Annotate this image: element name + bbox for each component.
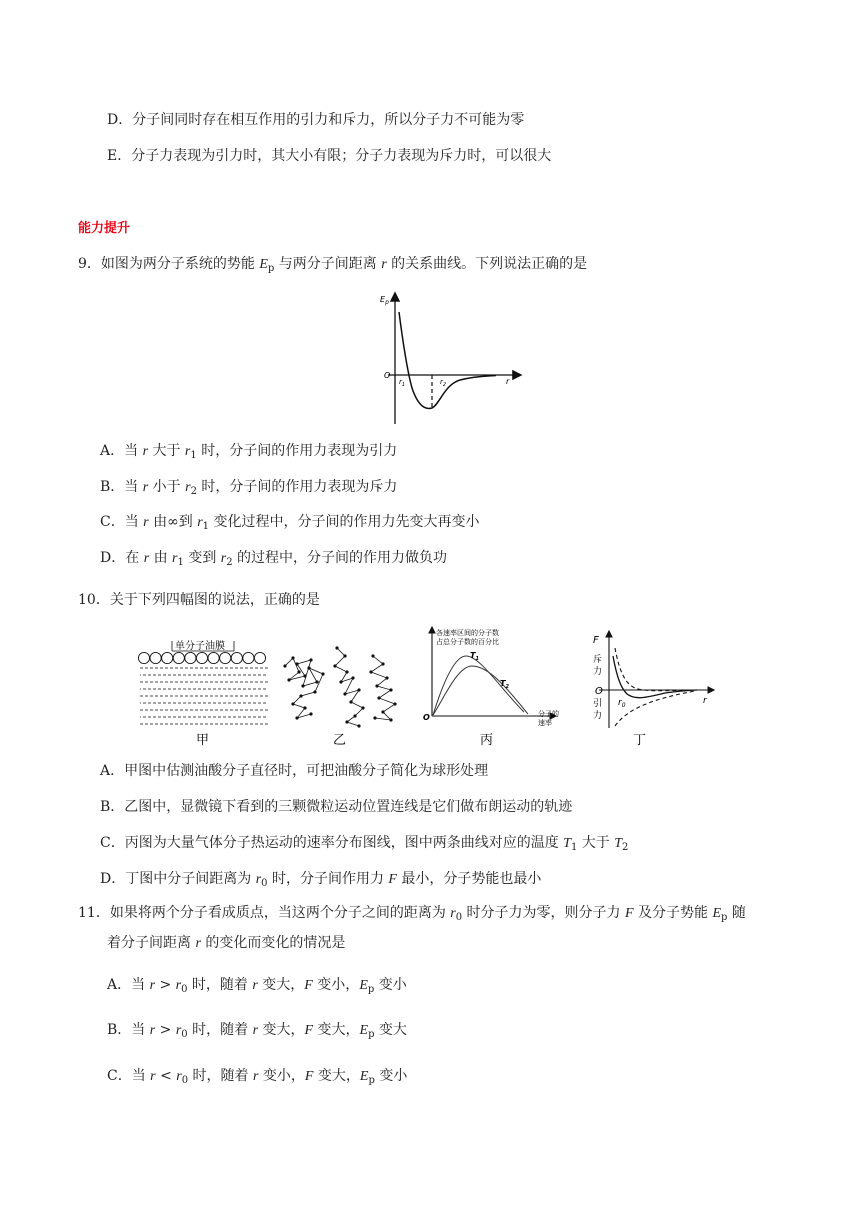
q10-option-a: A．甲图中估测油酸分子直径时，可把油酸分子简化为球形处理 [100, 763, 489, 779]
caption-yi: 乙 [333, 733, 347, 748]
q9-r2-label: $r_2$ [440, 378, 447, 388]
ding-attraction-2: 力 [593, 711, 603, 721]
brownian-position-dot [299, 694, 302, 697]
water-lines [140, 668, 268, 724]
ding-r0-label: $r_0$ [618, 698, 626, 709]
oil-molecule [150, 652, 161, 663]
brownian-position-dot [345, 670, 348, 673]
ding-f-label: F [593, 635, 599, 646]
brownian-position-dot [377, 696, 380, 699]
oil-molecule [243, 652, 254, 663]
q11-stem-line2: 着分子间距离 r 的变化而变化的情况是 [107, 935, 346, 951]
ding-x-label: r [703, 696, 707, 706]
bing-xlabel-1: 分子的 [538, 710, 559, 718]
brownian-position-dot [361, 706, 364, 709]
brownian-position-dot [393, 702, 396, 705]
q11-option-b: B．当 $r > r_0$ 时，随着 r 变大，F 变大，$E_p$ 变大 [107, 1022, 407, 1040]
q8-option-e: E．分子力表现为引力时，其大小有限；分子力表现为斥力时，可以很大 [107, 148, 552, 164]
ding-repulsion-curve [615, 648, 695, 691]
ding-attraction-curve [615, 691, 695, 726]
brownian-position-dot [295, 662, 298, 665]
oil-molecule [208, 652, 219, 663]
brownian-position-dot [303, 674, 306, 677]
q10-fig-yi [275, 638, 405, 748]
bing-curve-t1 [433, 656, 524, 715]
q11-option-a: A．当 $r > r_0$ 时，随着 r 变大，F 变小，$E_p$ 变小 [107, 977, 407, 995]
oil-molecule [162, 652, 173, 663]
q9-option-b: B．当 r 小于 $r_2$ 时，分子间的作用力表现为斥力 [100, 479, 398, 497]
ding-origin: O [595, 686, 603, 697]
brownian-position-dot [301, 684, 304, 687]
q10-fig-bing [420, 626, 570, 748]
brownian-position-dot [349, 700, 352, 703]
q10-option-b: B．乙图中，显微镜下看到的三颗微粒运动位置连线是它们做布朗运动的轨迹 [100, 799, 573, 815]
caption-bing: 丙 [480, 733, 494, 748]
q11-option-c: C．当 $r < r_0$ 时，随着 r 变小，F 变大，$E_p$ 变小 [107, 1068, 408, 1086]
brownian-position-dot [291, 702, 294, 705]
brownian-position-dot [357, 724, 360, 727]
brownian-position-dot [357, 688, 360, 691]
bing-ylabel-1: 各速率区间的分子数 [436, 629, 499, 637]
ding-repulsion-1: 斥 [593, 655, 603, 665]
section-title: 能力提升 [78, 221, 131, 236]
brownian-position-dot [313, 690, 316, 693]
brownian-position-dot [283, 664, 286, 667]
brownian-position-dot [371, 654, 374, 657]
oil-molecule [220, 652, 231, 663]
q9-option-a: A．当 r 大于 $r_1$ 时，分子间的作用力表现为引力 [100, 443, 398, 461]
q9-option-d: D．在 r 由 $r_1$ 变到 $r_2$ 的过程中，分子间的作用力做负功 [100, 550, 448, 568]
q10-option-c: C．丙图为大量气体分子热运动的速率分布图线，图中两条曲线对应的温度 $T_1$ 大于 $T_2$ [100, 835, 629, 853]
q9-r1-label: $r_1$ [399, 378, 406, 388]
brownian-position-dot [307, 666, 310, 669]
brownian-position-dot [389, 688, 392, 691]
oil-molecules [138, 652, 265, 663]
caption-jia: 甲 [196, 733, 210, 748]
ding-attraction-1: 引 [593, 699, 603, 709]
q10-fig-jia [138, 638, 270, 748]
q9-potential-energy-graph [370, 288, 530, 428]
brownian-position-dot [343, 654, 346, 657]
q9-origin: O [384, 371, 391, 380]
brownian-position-dot [309, 712, 312, 715]
brownian-position-dot [351, 676, 354, 679]
q8-option-d: D．分子间同时存在相互作用的引力和斥力，所以分子力不可能为零 [107, 112, 525, 128]
q11-stem-line1: 11．如果将两个分子看成质点，当这两个分子之间的距离为 $r_0$ 时分子力为零，则分子力 F 及分子势能 $E_p$ 随 [78, 905, 746, 923]
bing-t1-label: $T_1$ [470, 651, 479, 662]
brownian-position-dot [321, 672, 324, 675]
brownian-position-dot [333, 664, 336, 667]
oil-molecule [138, 652, 149, 663]
brownian-track-2 [335, 648, 363, 726]
bing-t2-label: $T_2$ [500, 679, 509, 690]
brownian-position-dot [295, 716, 298, 719]
brownian-position-dot [373, 716, 376, 719]
brownian-position-dot [287, 678, 290, 681]
q9-y-label: $E_p$ [380, 295, 389, 306]
brownian-position-dot [381, 662, 384, 665]
q9-option-c: C．当 r 由∞到 $r_1$ 变化过程中，分子间的作用力先变大再变小 [100, 514, 480, 532]
q10-option-d: D．丁图中分子间距离为 $r_0$ 时，分子间作用力 F 最小，分子势能也最小 [100, 871, 542, 889]
brownian-position-dot [309, 658, 312, 661]
bing-xlabel-2: 速率 [538, 719, 552, 727]
ding-repulsion-2: 力 [593, 667, 603, 677]
oil-molecule [196, 652, 207, 663]
oil-molecule [231, 652, 242, 663]
q9-stem: 9．如图为两分子系统的势能 $E_p$ 与两分子间距离 r 的关系曲线。下列说法正确的是 [78, 256, 588, 274]
bing-origin: O [423, 713, 430, 722]
brownian-position-dot [381, 710, 384, 713]
q9-curve [399, 312, 496, 408]
q10-stem: 10．关于下列四幅图的说法，正确的是 [78, 592, 320, 608]
oil-molecule [254, 652, 265, 663]
brownian-position-dot [343, 692, 346, 695]
brownian-position-dot [315, 680, 318, 683]
brownian-position-dot [385, 676, 388, 679]
brownian-position-dot [369, 670, 372, 673]
brownian-position-dot [297, 670, 300, 673]
brownian-position-dot [375, 684, 378, 687]
brownian-position-dot [335, 646, 338, 649]
brownian-position-dot [339, 680, 342, 683]
brownian-position-dot [353, 714, 356, 717]
oil-molecule [185, 652, 196, 663]
brownian-position-dot [345, 720, 348, 723]
bing-ylabel-2: 占总分子数的百分比 [436, 638, 499, 646]
brownian-position-dot [303, 706, 306, 709]
ding-net-force-curve [613, 656, 697, 698]
q9-x-label: r [506, 377, 510, 386]
oil-molecule [173, 652, 184, 663]
brownian-position-dot [389, 718, 392, 721]
brownian-position-dot [291, 656, 294, 659]
q10-fig-ding [585, 630, 720, 748]
caption-ding: 丁 [633, 733, 647, 748]
oil-film-label: 单分子油膜 [175, 641, 225, 652]
bing-curve-t2 [433, 666, 528, 715]
